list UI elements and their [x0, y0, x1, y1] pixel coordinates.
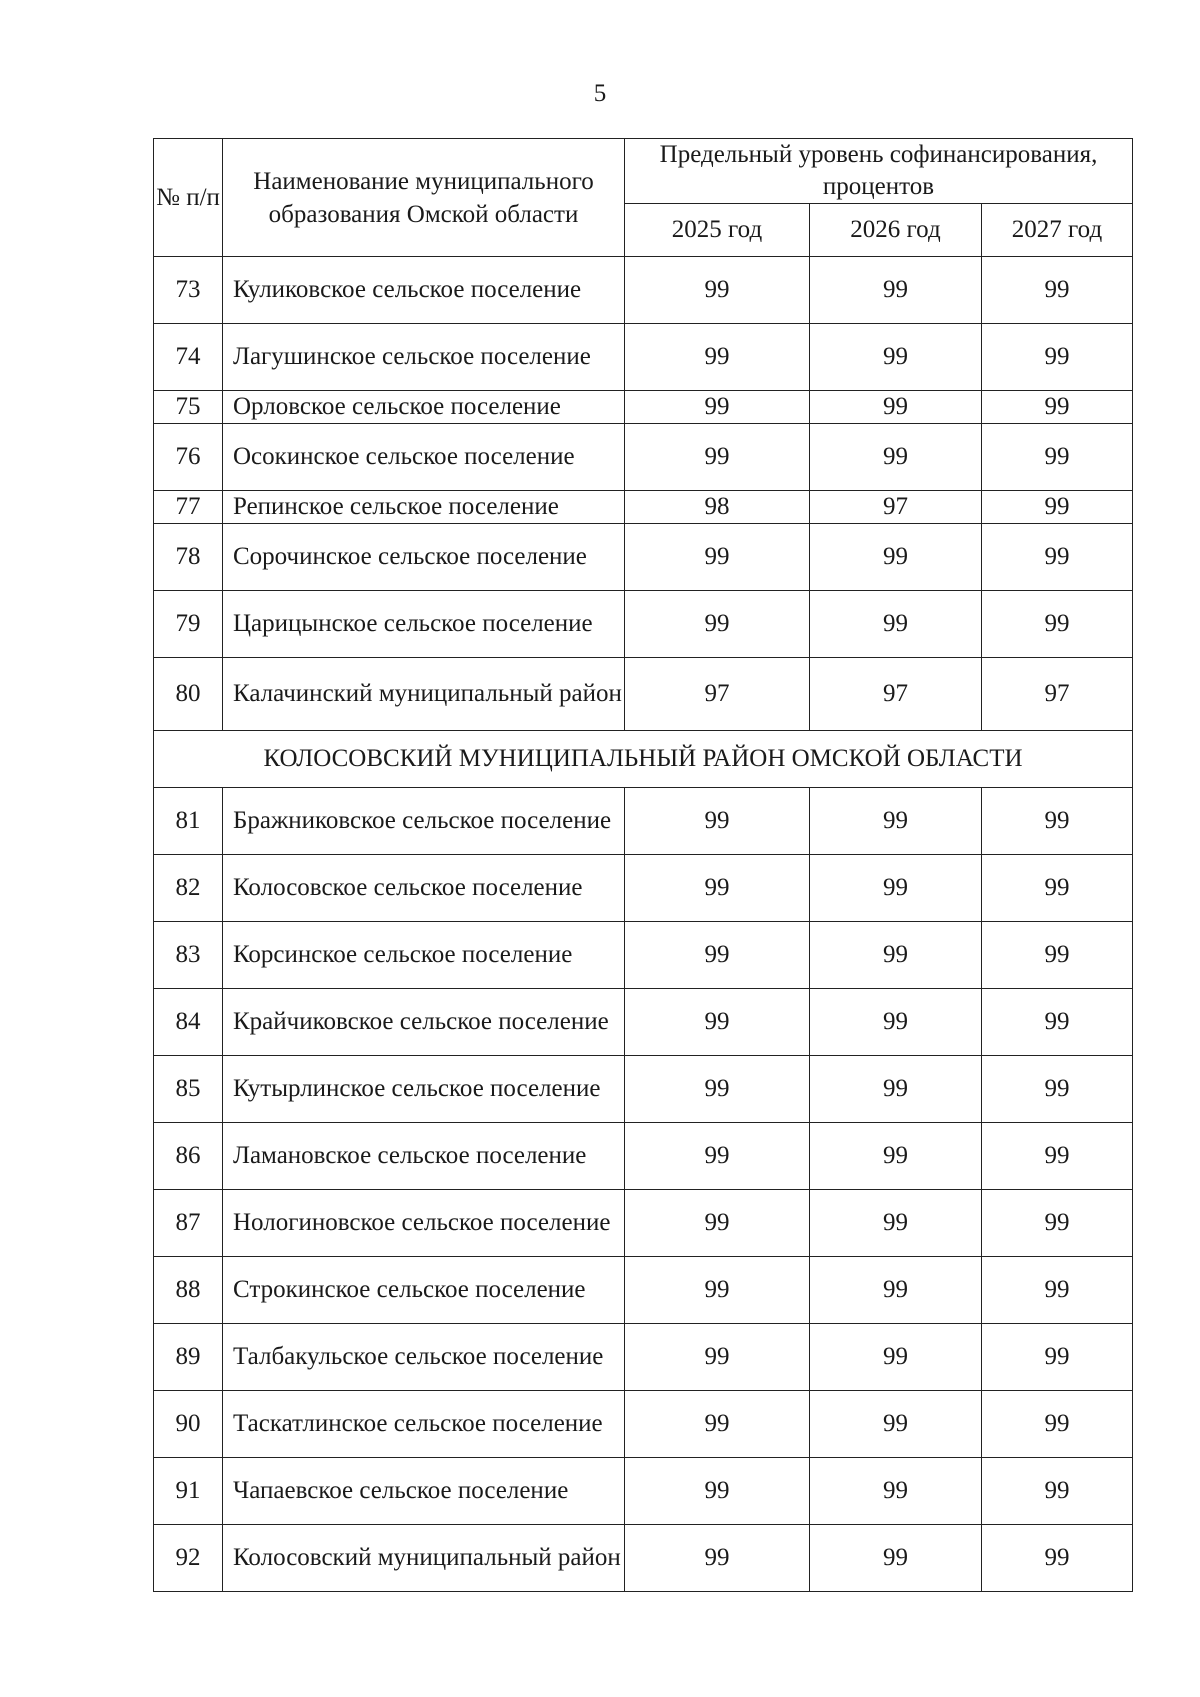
table-row: [154, 257, 1133, 324]
row-number: 90: [154, 1391, 223, 1458]
value-2027: 99: [982, 491, 1133, 524]
value-2026: 99: [810, 391, 982, 424]
value-2025: 99: [625, 424, 810, 491]
row-number: 82: [154, 855, 223, 922]
value-2025: 99: [625, 922, 810, 989]
row-name: Бражниковское сельское поселение: [223, 788, 625, 855]
value-2027: 99: [982, 1056, 1133, 1123]
value-2026: 99: [810, 1525, 982, 1592]
header-year-2025: 2025 год: [625, 204, 810, 257]
cofinancing-table: [153, 138, 1133, 1592]
table-row: [154, 1190, 1133, 1257]
row-name: Строкинское сельское поселение: [223, 1257, 625, 1324]
value-2025: 99: [625, 1525, 810, 1592]
value-2027: 99: [982, 1324, 1133, 1391]
row-number: 81: [154, 788, 223, 855]
table-row: [154, 1257, 1133, 1324]
value-2027: 99: [982, 1123, 1133, 1190]
table-row: [154, 658, 1133, 731]
row-name: Чапаевское сельское поселение: [223, 1458, 625, 1525]
row-number: 89: [154, 1324, 223, 1391]
value-2025: 99: [625, 391, 810, 424]
value-2026: 99: [810, 922, 982, 989]
row-number: 85: [154, 1056, 223, 1123]
value-2027: 99: [982, 524, 1133, 591]
value-2027: 99: [982, 257, 1133, 324]
value-2025: 98: [625, 491, 810, 524]
row-number: 92: [154, 1525, 223, 1592]
row-name: Ламановское сельское поселение: [223, 1123, 625, 1190]
value-2027: 99: [982, 591, 1133, 658]
table-row: [154, 424, 1133, 491]
row-number: 83: [154, 922, 223, 989]
value-2025: 99: [625, 1391, 810, 1458]
table-row: [154, 1056, 1133, 1123]
value-2026: 99: [810, 1056, 982, 1123]
value-2026: 99: [810, 591, 982, 658]
page-number: 5: [593, 80, 607, 107]
row-number: 80: [154, 658, 223, 731]
value-2025: 99: [625, 1056, 810, 1123]
table-row: [154, 855, 1133, 922]
value-2026: 97: [810, 658, 982, 731]
table-row: [154, 1458, 1133, 1525]
value-2026: 99: [810, 855, 982, 922]
row-name: Крайчиковское сельское поселение: [223, 989, 625, 1056]
row-number: 84: [154, 989, 223, 1056]
value-2027: 97: [982, 658, 1133, 731]
header-num: № п/п: [154, 139, 223, 257]
header-year-2026: 2026 год: [810, 204, 982, 257]
table-row: [154, 989, 1133, 1056]
value-2026: 99: [810, 1458, 982, 1525]
value-2026: 99: [810, 989, 982, 1056]
value-2026: 99: [810, 788, 982, 855]
table-row: [154, 1525, 1133, 1592]
value-2026: 99: [810, 1257, 982, 1324]
value-2027: 99: [982, 1391, 1133, 1458]
table-row: [154, 324, 1133, 391]
row-name: Талбакульское сельское поселение: [223, 1324, 625, 1391]
row-number: 87: [154, 1190, 223, 1257]
value-2026: 99: [810, 324, 982, 391]
value-2027: 99: [982, 922, 1133, 989]
row-name: Колосовский муниципальный район: [223, 1525, 625, 1592]
row-number: 77: [154, 491, 223, 524]
header-level: Предельный уровень софинансирования, процентов: [625, 139, 1133, 204]
table-row: [154, 1324, 1133, 1391]
table-row: [154, 1391, 1133, 1458]
row-name: Куликовское сельское поселение: [223, 257, 625, 324]
value-2027: 99: [982, 324, 1133, 391]
value-2025: 99: [625, 989, 810, 1056]
value-2026: 99: [810, 1123, 982, 1190]
row-number: 86: [154, 1123, 223, 1190]
table-row: [154, 391, 1133, 424]
value-2027: 99: [982, 391, 1133, 424]
row-number: 75: [154, 391, 223, 424]
value-2027: 99: [982, 1257, 1133, 1324]
header-year-2027: 2027 год: [982, 204, 1133, 257]
row-name: Кутырлинское сельское поселение: [223, 1056, 625, 1123]
value-2027: 99: [982, 855, 1133, 922]
value-2026: 97: [810, 491, 982, 524]
value-2026: 99: [810, 1190, 982, 1257]
row-name: Орловское сельское поселение: [223, 391, 625, 424]
table-row: [154, 1123, 1133, 1190]
table-row: [154, 524, 1133, 591]
section-title: КОЛОСОВСКИЙ МУНИЦИПАЛЬНЫЙ РАЙОН ОМСКОЙ ОБЛАСТИ: [154, 731, 1133, 788]
header-name: Наименование муниципального образования Омской области: [223, 139, 625, 257]
value-2025: 99: [625, 1324, 810, 1391]
row-number: 91: [154, 1458, 223, 1525]
value-2025: 97: [625, 658, 810, 731]
row-name: Лагушинское сельское поселение: [223, 324, 625, 391]
value-2025: 99: [625, 591, 810, 658]
row-name: Репинское сельское поселение: [223, 491, 625, 524]
row-name: Корсинское сельское поселение: [223, 922, 625, 989]
value-2025: 99: [625, 257, 810, 324]
value-2026: 99: [810, 1391, 982, 1458]
row-name: Нологиновское сельское поселение: [223, 1190, 625, 1257]
value-2025: 99: [625, 524, 810, 591]
value-2025: 99: [625, 1190, 810, 1257]
value-2025: 99: [625, 788, 810, 855]
row-name: Осокинское сельское поселение: [223, 424, 625, 491]
value-2025: 99: [625, 1458, 810, 1525]
row-number: 73: [154, 257, 223, 324]
row-name: Сорочинское сельское поселение: [223, 524, 625, 591]
value-2025: 99: [625, 1257, 810, 1324]
value-2025: 99: [625, 324, 810, 391]
row-number: 76: [154, 424, 223, 491]
value-2027: 99: [982, 989, 1133, 1056]
value-2025: 99: [625, 1123, 810, 1190]
row-number: 78: [154, 524, 223, 591]
row-number: 79: [154, 591, 223, 658]
value-2027: 99: [982, 788, 1133, 855]
row-number: 88: [154, 1257, 223, 1324]
value-2026: 99: [810, 524, 982, 591]
value-2026: 99: [810, 257, 982, 324]
row-name: Таскатлинское сельское поселение: [223, 1391, 625, 1458]
row-number: 74: [154, 324, 223, 391]
table-row: [154, 922, 1133, 989]
table-row: [154, 591, 1133, 658]
value-2025: 99: [625, 855, 810, 922]
row-name: Колосовское сельское поселение: [223, 855, 625, 922]
section-row: [154, 731, 1133, 788]
table-row: [154, 491, 1133, 524]
value-2026: 99: [810, 424, 982, 491]
value-2027: 99: [982, 1190, 1133, 1257]
value-2027: 99: [982, 1525, 1133, 1592]
row-name: Калачинский муниципальный район: [223, 658, 625, 731]
value-2027: 99: [982, 424, 1133, 491]
row-name: Царицынское сельское поселение: [223, 591, 625, 658]
table-row: [154, 788, 1133, 855]
value-2027: 99: [982, 1458, 1133, 1525]
value-2026: 99: [810, 1324, 982, 1391]
